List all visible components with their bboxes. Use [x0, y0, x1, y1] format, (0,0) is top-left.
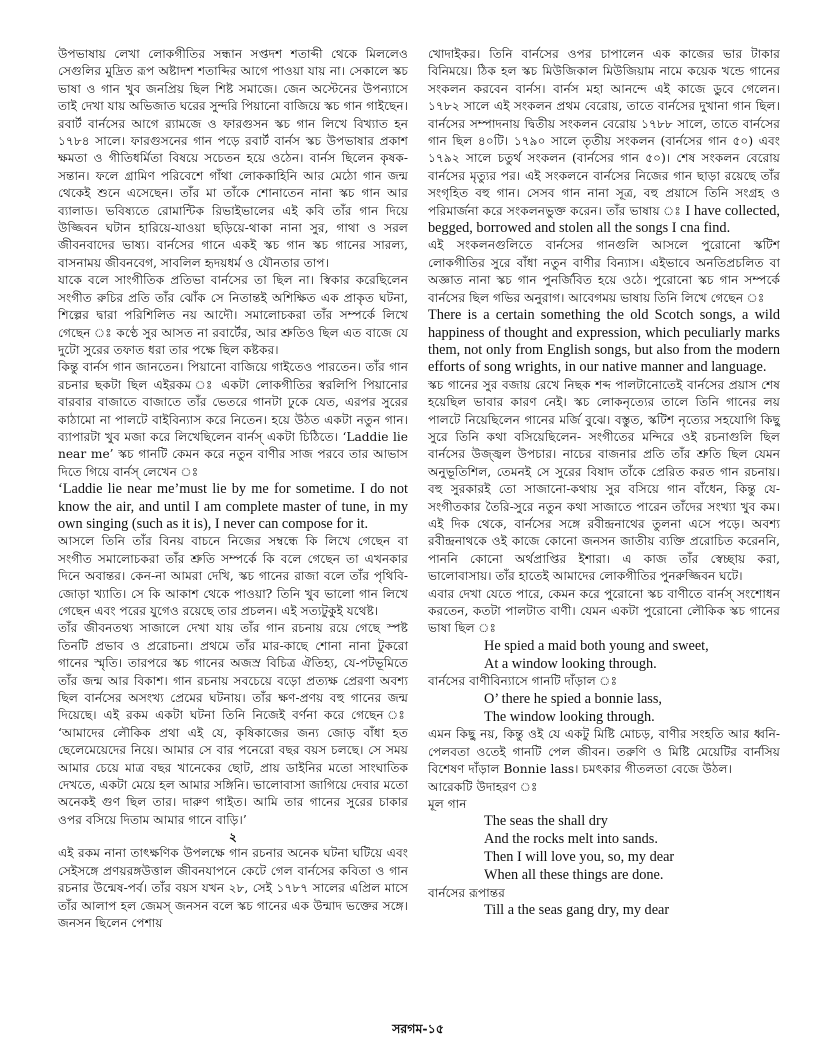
- verse-line: The window looking through.: [484, 708, 655, 725]
- example-label: আরেকটি উদাহরণ ঃ: [428, 779, 538, 794]
- paragraph: আসলে তিনি তাঁর বিনয় বাচনে নিজের সম্বন্ধে কি লিখে গেছেন বা সংগীত সমালোচকরা তাঁর শ্রুতি সম্পর্কে কি বলে গেছেন তা এখনকার দিনে অবান্তর। কেন-না আমরা দেখি, স্কচ গানের রাজা বলে তাঁর পৃথিবি-জোড়া খ্যাতি। সে কি আকাশ থেকে পাওয়া? তিনি খুব ভালো গান লিখে গেছেন এবং পরের যুগেও রয়েছে তার প্রচলন। এই সত্যটুকুই যথেষ্ট।: [58, 534, 408, 618]
- english-quote: There is a certain something the old Scotch songs, a wild happiness of thought and expression, which peculiarly marks them, not only from English songs, but also from the modern efforts of song wrights, in our native manner and language.: [428, 307, 780, 376]
- original-label: মূল গান: [428, 797, 467, 812]
- paragraph: কিন্তু বার্নস গান জানতেন। পিয়ানো বাজিয়ে গাইতেও পারতেন। তাঁর গান রচনার ছকটা ছিল এইরকম ঃ একটা লোকগীতির স্বরলিপি পিয়ানোর বারবার বাজাতে বাজাতে তাঁর ভেতরে গানটা ঢুকে যেত, এরপর সুরের কাঠামো না পালটে বাইবিন্যাস করে নিতেন। হয়ে উঠত একটা নতুন গান। ব্যাপারটা খুব মজা করে লিখেছিলেন বার্নস্ একটা চিঠিতে। ‘Laddie lie near me’ স্কচ গানটি কেমন করে নতুন বাণীর সাজ পরবে তার আভাস দিতে গিয়ে বার্নস্ লেখেন ঃ: [58, 360, 408, 479]
- verse-line: Till a the seas gang dry, my dear: [484, 902, 670, 919]
- left-column: [58, 46, 408, 932]
- paragraph: এবার দেখা যেতে পারে, কেমন করে পুরোনো স্কচ বাণীতে বার্নস্ সংশোধন করতেন, কতটা পালটাত বাণী। যেমন একটা পুরোনো লৌকিক স্কচ গানের ভাষা ছিল ঃ: [428, 586, 780, 636]
- paragraph: এমন কিছু নয়, কিন্তু ওই যে একটু মিষ্টি মোচড়, বাণীর সংহতি আর ধ্বনি-পেলবতা ওতেই গানটি পেল জীবন। তরুণি ও মিষ্টি মেয়েটির বার্নসিয় বিশেষণ দাঁড়াল Bonnie lass। চমৎকার গীতলতা বেজে উঠল।: [428, 727, 780, 777]
- paragraph: এই রকম নানা তাৎক্ষণিক উপলক্ষে গান রচনার অনেক ঘটনা ঘটিয়ে এবং সেইসঙ্গে প্রণয়রঙ্গউত্তাল জীবনযাপনে কেটে গেল বার্নসের কবিতা ও গান রচনার উন্মেষ-পর্ব। তাঁর বয়স যখন ২৮, সেই ১৭৮৭ সালের এপ্রিল মাসে তাঁর আলাপ হল জেমস্ জনসন বলে স্কচ গানের এক উন্মাদ ভক্তের সঙ্গে। জনসন ছিলেন পেশায়: [58, 846, 408, 930]
- verse-line: At a window looking through.: [484, 655, 657, 672]
- verse-line: He spied a maid both young and sweet,: [484, 637, 709, 654]
- adaptation-label: বার্নসের রূপান্তর: [428, 885, 505, 900]
- paragraph: এই সংকলনগুলিতে বার্নসের গানগুলি আসলে পুরোনো স্কটিশ লোকগীতির সুরে বাঁধা নতুন বাণীর বিন্যাস। এইভাবে অনতিপ্রচলিত বা অজ্ঞাত নানা স্কচ গান পুনর্জিবিত হয়ে ওঠে। পুরোনো স্কচ গান সম্পর্কে বার্নসের ছিল গভির অনুরাগ। আবেগময় ভাষায় তিনি লিখে গেছেন ঃ: [428, 238, 780, 305]
- verse-line: When all these things are done.: [484, 866, 664, 883]
- page-footer: সরগম-১৫: [392, 1021, 444, 1036]
- paragraph: স্কচ গানের সুর বজায় রেখে নিছক শব্দ পালটানোতেই বার্নসের প্রয়াস শেষ হয়েছিল ভাবার কারণ নেই। স্কচ লোকনৃত্যের তালে তিনি গানের লয় পালটে নিয়েছিলেন গানের মর্জি বুঝে। বস্তুত, স্কটিশ নৃত্যের সহযোগি কিছু সুরে তিনি কথা বসিয়েছিলেন- সংগীতের মন্দিরে ওই রচনাগুলি ছিল বার্নসের উজ্জ্বল উপচার। নাচের বাজনার প্রতি তাঁর শ্রুতি ছিল যেমন অনুভূতিশিল, তেমনই সে সুরের বিষাদ তাঁকে প্রেরিত করত গান রচনায়। বহু সুরকারই তো সাজানো-কথায় সুর বসিয়ে গান বাঁধেন, কিন্তু যে-সংগীতকার তৈরি-সুরে নতুন কথা সাজাতে পারেন তাঁদের সংখ্যা খুব কম। এই দিক থেকে, বার্নসের সঙ্গে রবীন্দ্রনাথের তুলনা এসে পড়ে। অবশ্য রবীন্দ্রনাথকে ওই কাজে কোনো জনসন জাতীয় ব্যক্তি প্ররোচিত করেননি, পাননি কোনো অর্থপ্রাপ্তির ইশারা। এ কাজ তাঁর স্বেচ্ছায় করা, ভালোবাসায়। তাঁর হাতেই আমাদের লোকগীতির পুনরুজ্জিবন ঘটে।: [428, 377, 780, 584]
- section-number: ২: [229, 830, 237, 845]
- paragraph: বার্নসের বাণীবিন্যাসে গানটি দাঁড়াল ঃ: [428, 674, 618, 689]
- right-column: [428, 46, 780, 920]
- paragraph: [428, 46, 780, 237]
- paragraph: যাকে বলে সাংগীতিক প্রতিভা বার্নসের তা ছিল না। স্বিকার করেছিলেন সংগীত রুচির প্রতি তাঁর ঝোঁক সে নিতান্তই অশিক্ষিত এক প্রাকৃত ঘটনা, শিল্পের দ্বারা পরিশিলিত নয় আদৌ। সমালোচকরা তাঁর সম্পর্কে লিখে গেছেন ঃ কণ্ঠে সুর আসত না রবার্টের, আর শ্রুতিও ছিল এত বাজে যে দুটো সুরের তফাত ধরা তার পক্ষে ছিল কষ্টকর।: [58, 273, 408, 357]
- paragraph: উপভাষায় লেখা লোকগীতির সন্ধান সপ্তদশ শতাব্দী থেকে মিললেও সেগুলির মুদ্রিত রূপ অষ্টাদশ শতাব্দির আগে পাওয়া যায় না। সেকালে স্কচ ভাষা ও গান খুব জনপ্রিয় ছিল শিষ্ট সমাজে। জেন অস্টেনের উপন্যাসে তাই দেখা যায় অভিজাত ঘরের সুন্দরি পিয়ানো বাজিয়ে স্কচ গান গাইছেন। রবার্ট বার্নসের আগে র‍্যামজে ও ফারগুসন স্কচ গান লিখে বিখ্যাত হন ১৭৮৪ সালে। ফারগুসনের গান পড়ে রবার্ট বার্নস স্কচ উপভাষার প্রকাশ ক্ষমতা ও গীতিধর্মিতা বিষয়ে সচেতন হয়ে ওঠেন। বার্নস ছিলেন কৃষক-সন্তান। ফলে গ্রামিণ পরিবেশে গাঁথা লোককাহিনি আর মেঠো গান জন্ম থেকেই শুনে এসেছেন। তাঁর মা তাঁকে শোনাতেন নানা স্কচ গান আর ব্যালাড। ভবিষ্যতে রোমান্টিক রিভাইভালের এই কবি তাঁর গান দিয়ে উজ্জিবন ঘটান হারিয়ে-যাওয়া ছড়িয়ে-থাকা নানা সুর, গাথা ও সরল জীবনবাদের ভাষ্য। বার্নসের গানে একই স্কচ গান স্কচ গানের সারল্য, বাসনাময় জীবনবেগ, সাবলিল হৃদয়ধর্ম ও যৌনতার তাপ।: [58, 47, 408, 270]
- verse-line: O’ there he spied a bonnie lass,: [484, 690, 662, 707]
- paragraph: তাঁর জীবনতথ্য সাজালে দেখা যায় তাঁর গান রচনায় রয়ে গেছে স্পষ্ট তিনটি প্রভাব ও প্ররোচনা। প্রথমে তাঁর মার-কাছে শোনা নানা টুকরো গানের স্মৃতি। তারপরে স্কচ গানের অজস্র বিচিত্র ঐতিহ্য, যে-পটভূমিতে তাঁর জন্ম আর বিকাশ। গান রচনায় সবচেয়ে বড়ো প্রত্যক্ষ প্রেরণা অবশ্য ছিল বার্নসের অসংখ্য প্রেমের ঘটনায়। তাঁর ক্ষণ-প্রণয় বহু গানের জন্ম দিয়েছে। এই রকম একটা ঘটনা তিনি নিজেই বর্ণনা করে গেছেন ঃ ‘আমাদের লৌকিক প্রথা এই যে, কৃষিকাজের জন্য জোড় বাঁধা হত ছেলেমেয়েদের নিয়ে। আমার সে বার পনেরো বছর বয়স চলছে। সে সময় আমার চেয়ে মাত্র বছর খানেকের ছোট, প্রায় ডাইনির মতো সাংঘাতিক দেখতে, একটা মেয়ে হল আমার সঙ্গিনি। ভালোবাসা জাগিয়ে দেবার মতো অনেকই গুণ ছিল তার। দারুণ গাইত। আমি তার গানের সুরের চাকার ওপর বসিয়ে দিতাম আমার গানে বাড়ি।’: [58, 621, 408, 827]
- paragraph-text: খোদাইকর। তিনি বার্নসের ওপর চাপালেন এক কাজের ভার টাকার বিনিময়ে। ঠিক হল স্কচ মিউজিকাল মিউজিয়াম নামে কয়েক খন্ডে গানের সংকলন করবেন বার্নস। বার্নস মহা আনন্দে এই কাজে ডুবে গেলেন। ১৭৮২ সালে এই সংকলন প্রথম বেরোয়, তাতে বার্নসের দুখানা গান ছিল। বার্নসের সম্পাদনায় দ্বিতীয় সংকলন বেরোয় ১৭৮৮ সালে, তাতে বার্নসের গান ছিল ৪০টি। ১৭৯০ সালে তৃতীয় সংকলন (বার্নসের গান ৫০) এবং ১৭৯২ সালে চতুর্থ সংকলন (বার্নসের গান ৫০)। শেষ সংকলন বেরোয় বার্নসের মৃত্যুর পর। এই সংকলনে বার্নসের নিজের গান ছাড়া রয়েছে তাঁর সংগৃহিত বহু গান। সেসব গান নানা সূত্র, বহু প্রয়াসে তিনি সংগ্রহ ও পরিমার্জনা করে সংকলনভুক্ত করেন। তাঁর ভাষায় ঃ: [428, 47, 780, 218]
- verse-line: The seas the shall dry: [484, 813, 608, 830]
- verse-line: And the rocks melt into sands.: [484, 831, 658, 848]
- verse-line: Then I will love you, so, my dear: [484, 849, 675, 866]
- english-quote: ‘Laddie lie near me’must lie by me for sometime. I do not know the air, and until I am complete master of tune, in my own singing (such as it is), I never can compose for it.: [58, 481, 408, 532]
- english-inline-quote: I have collected, begged, borrowed and stolen all the songs I cna find.: [428, 202, 780, 237]
